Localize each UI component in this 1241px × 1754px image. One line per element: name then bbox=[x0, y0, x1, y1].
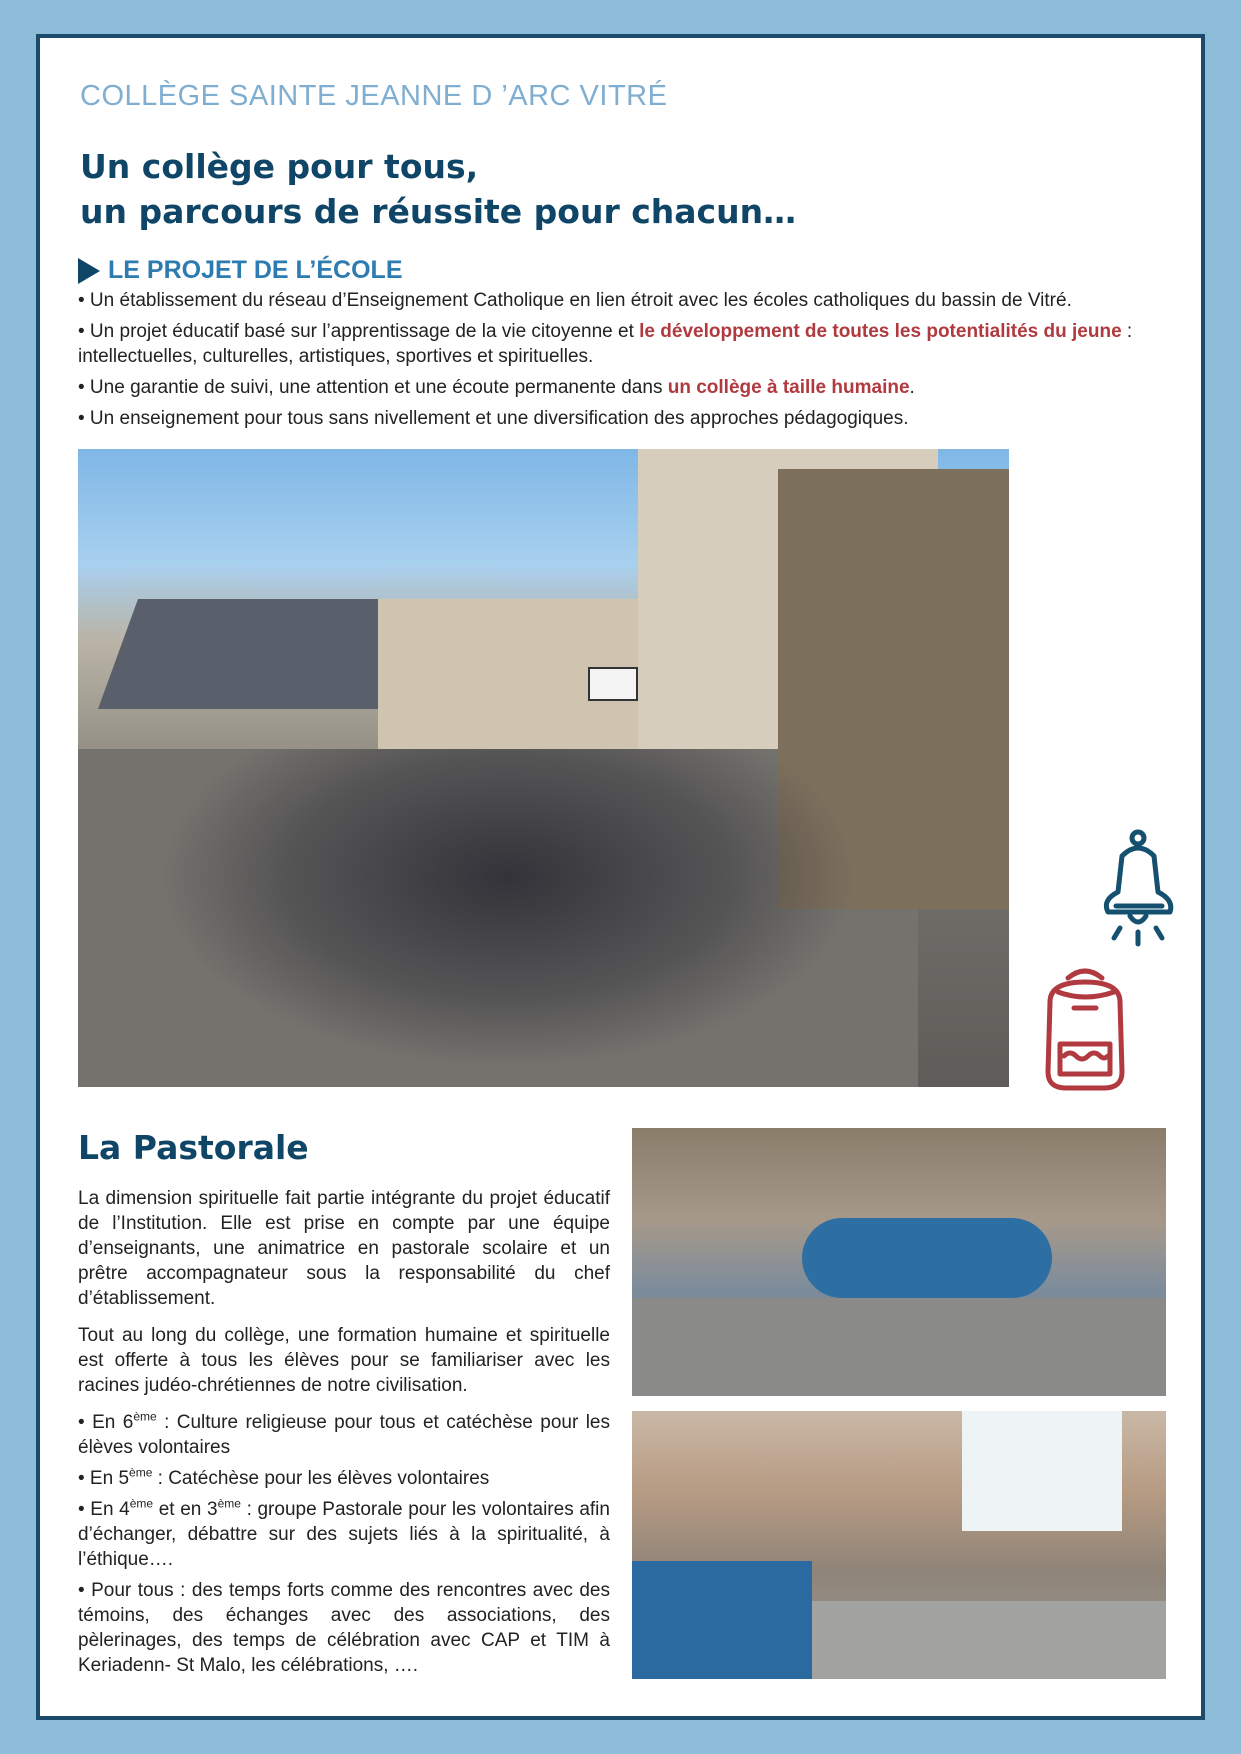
pastorale-item-pour-tous: • Pour tous : des temps forts comme des rencontres avec des témoins, des échanges avec des associations, des pèlerinages, des temps de célébration avec CAP et TIM à Keriadenn- St Malo, les célébrations, …. bbox=[78, 1580, 610, 1676]
item-superscript: ème bbox=[133, 1409, 157, 1424]
schoolyard-photo bbox=[78, 449, 1009, 1087]
bullet-3-text-end: . bbox=[909, 377, 915, 398]
pastorale-photo-1 bbox=[632, 1128, 1166, 1396]
item-text: et en 3 bbox=[153, 1499, 218, 1520]
item-text: • En 4 bbox=[78, 1499, 130, 1520]
basketball-board bbox=[588, 667, 638, 701]
pastorale-text bbox=[78, 1186, 610, 1684]
item-text: : Culture religieuse pour tous et catéchèse pour les élèves volontaires bbox=[78, 1412, 610, 1458]
pastorale-item-5eme bbox=[78, 1466, 610, 1491]
floor-area bbox=[812, 1601, 1166, 1679]
projet-bullet-4: • Un enseignement pour tous sans nivellement et une diversification des approches pédagogiques. bbox=[78, 408, 909, 429]
bullet-2-text-end: : intellectuelles, culturelles, artistiques, sportives et spirituelles. bbox=[78, 321, 1133, 367]
floor-area bbox=[632, 1298, 1166, 1396]
bullet-2-highlight: le développement de toutes les potentialités du jeune bbox=[639, 321, 1122, 342]
headline-line-2: un parcours de réussite pour chacun… bbox=[80, 192, 797, 231]
projet-bullet-1: • Un établissement du réseau d’Enseignement Catholique en lien étroit avec les écoles catholiques du bassin de Vitré. bbox=[78, 290, 1072, 311]
bell-icon bbox=[1098, 828, 1184, 948]
item-superscript: ème bbox=[129, 1465, 153, 1480]
students-crowd bbox=[158, 749, 858, 1069]
bullet-3-highlight: un collège à taille humaine bbox=[667, 377, 910, 398]
item-text: : groupe Pastorale pour les volontaires afin d’échanger, débattre sur des sujets liés à la spiritualité, à l’éthique…. bbox=[78, 1499, 610, 1570]
headline bbox=[80, 144, 796, 234]
bullet-2-text-start: • Un projet éducatif basé sur l’apprentissage de la vie citoyenne et bbox=[78, 321, 640, 342]
item-text: : Catéchèse pour les élèves volontaires bbox=[152, 1468, 490, 1489]
headline-line-1: Un collège pour tous, bbox=[80, 147, 479, 186]
pastorale-photo-2 bbox=[632, 1411, 1166, 1679]
item-superscript: ème bbox=[129, 1496, 154, 1511]
projet-bullet-3 bbox=[78, 375, 1188, 400]
backpack-icon bbox=[1030, 962, 1140, 1096]
play-triangle-icon bbox=[78, 258, 100, 284]
pastorale-paragraph-2: Tout au long du collège, une formation humaine et spirituelle est offerte à tous les élèves pour se familiariser avec les racines judéo-chrétiennes de notre civilisation. bbox=[78, 1325, 610, 1396]
table-shape bbox=[802, 1218, 1052, 1298]
projet-bullets bbox=[78, 288, 1188, 437]
projet-title-text: LE PROJET DE L’ÉCOLE bbox=[108, 256, 403, 284]
bullet-3-text-start: • Une garantie de suivi, une attention et une écoute permanente dans bbox=[78, 377, 668, 398]
pastorale-paragraph-1: La dimension spirituelle fait partie intégrante du projet éducatif de l’Institution. Elle est prise en compte par une équipe d’enseignants, une animatrice en pastorale scolaire et un prêtre accompagnateur sous la responsabilité du chef d’établissement. bbox=[78, 1188, 610, 1309]
pastorale-item-6eme bbox=[78, 1410, 610, 1460]
school-name: COLLÈGE SAINTE JEANNE D ’ARC VITRÉ bbox=[80, 80, 668, 112]
projet-bullet-2 bbox=[78, 319, 1188, 369]
brochure-page bbox=[36, 34, 1205, 1720]
pastorale-list bbox=[78, 1410, 610, 1678]
item-superscript: ème bbox=[217, 1496, 241, 1511]
item-text: • En 6 bbox=[78, 1412, 134, 1433]
projet-section-title bbox=[78, 256, 403, 285]
pastorale-title: La Pastorale bbox=[78, 1128, 309, 1167]
tablecloth-shape bbox=[632, 1561, 812, 1679]
pastorale-item-4eme-3eme bbox=[78, 1497, 610, 1572]
item-text: • En 5 bbox=[78, 1468, 130, 1489]
window-shape bbox=[962, 1411, 1122, 1531]
